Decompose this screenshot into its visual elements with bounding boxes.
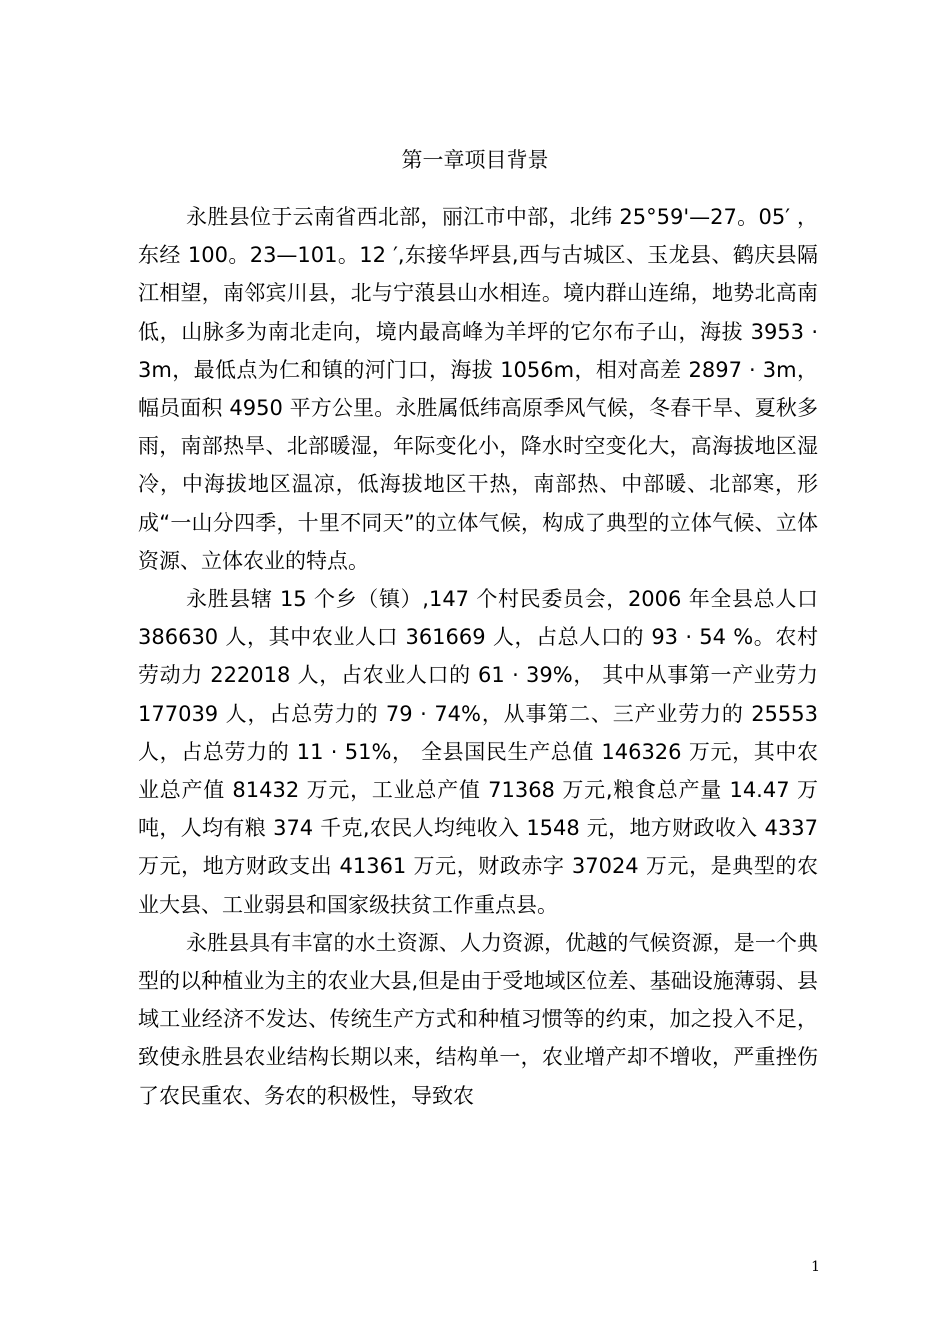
chapter-title: 第一章项目背景 xyxy=(401,148,549,172)
paragraph-agriculture-issues: 永胜县具有丰富的水土资源、人力资源，优越的气候资源，是一个典型的以种植业为主的农业大县,但是由于受地域区位差、基础设施薄弱、县域工业经济不发达、传统生产方式和种植习惯等的约束，加之投入不足，致使永胜县农业结构长期以来，结构单一，农业增产却不增收，严重挫伤了农民重农、务农的积极性，导致农 xyxy=(138,930,818,1108)
paragraph-population-economy: 永胜县辖 15 个乡（镇）,147 个村民委员会，2006 年全县总人口 386630 人，其中农业人口 361669 人，占总人口的 93 · 54 %。农村劳动力 222018 人，占农业人口的 61 · 39%， 其中从事第一产业劳力 177039 人，占总劳力的 79 · 74%，从事第二、三产业劳力的 25553 人，占总劳力的 11 · 51%， 全县国民生产总值 146326 万元，其中农业总产值 81432 万元，工业总产值 71368 万元,粮食总产量 14.47 万吨，人均有粮 374 千克,农民人均纯收入 1548 元，地方财政收入 4337 万元，地方财政支出 41361 万元，财政赤字 37024 万元，是典型的农业大县、工业弱县和国家级扶贫工作重点县。 xyxy=(138,587,818,917)
paragraph-location-climate: 永胜县位于云南省西北部，丽江市中部，北纬 25°59'—27。05′ ，东经 100。23—101。12 ′,东接华坪县,西与古城区、玉龙县、鹤庆县隔江相望，南邻宾川县，北与宁蒗县山水相连。境内群山连绵，地势北高南低，山脉多为南北走向，境内最高峰为羊坪的它尔布子山，海拔 3953 · 3m，最低点为仁和镇的河门口，海拔 1056m，相对高差 2897 · 3m，幅员面积 4950 平方公里。永胜属低纬高原季风气候，冬春干旱、夏秋多雨，南部热旱、北部暖湿，年际变化小，降水时空变化大，高海拔地区湿冷，中海拔地区温凉，低海拔地区干热，南部热、中部暖、北部寒，形成“一山分四季，十里不同天”的立体气候，构成了典型的立体气候、立体资源、立体农业的特点。 xyxy=(138,205,818,573)
body-text xyxy=(138,198,818,1115)
page-number: 1 xyxy=(811,1259,820,1275)
